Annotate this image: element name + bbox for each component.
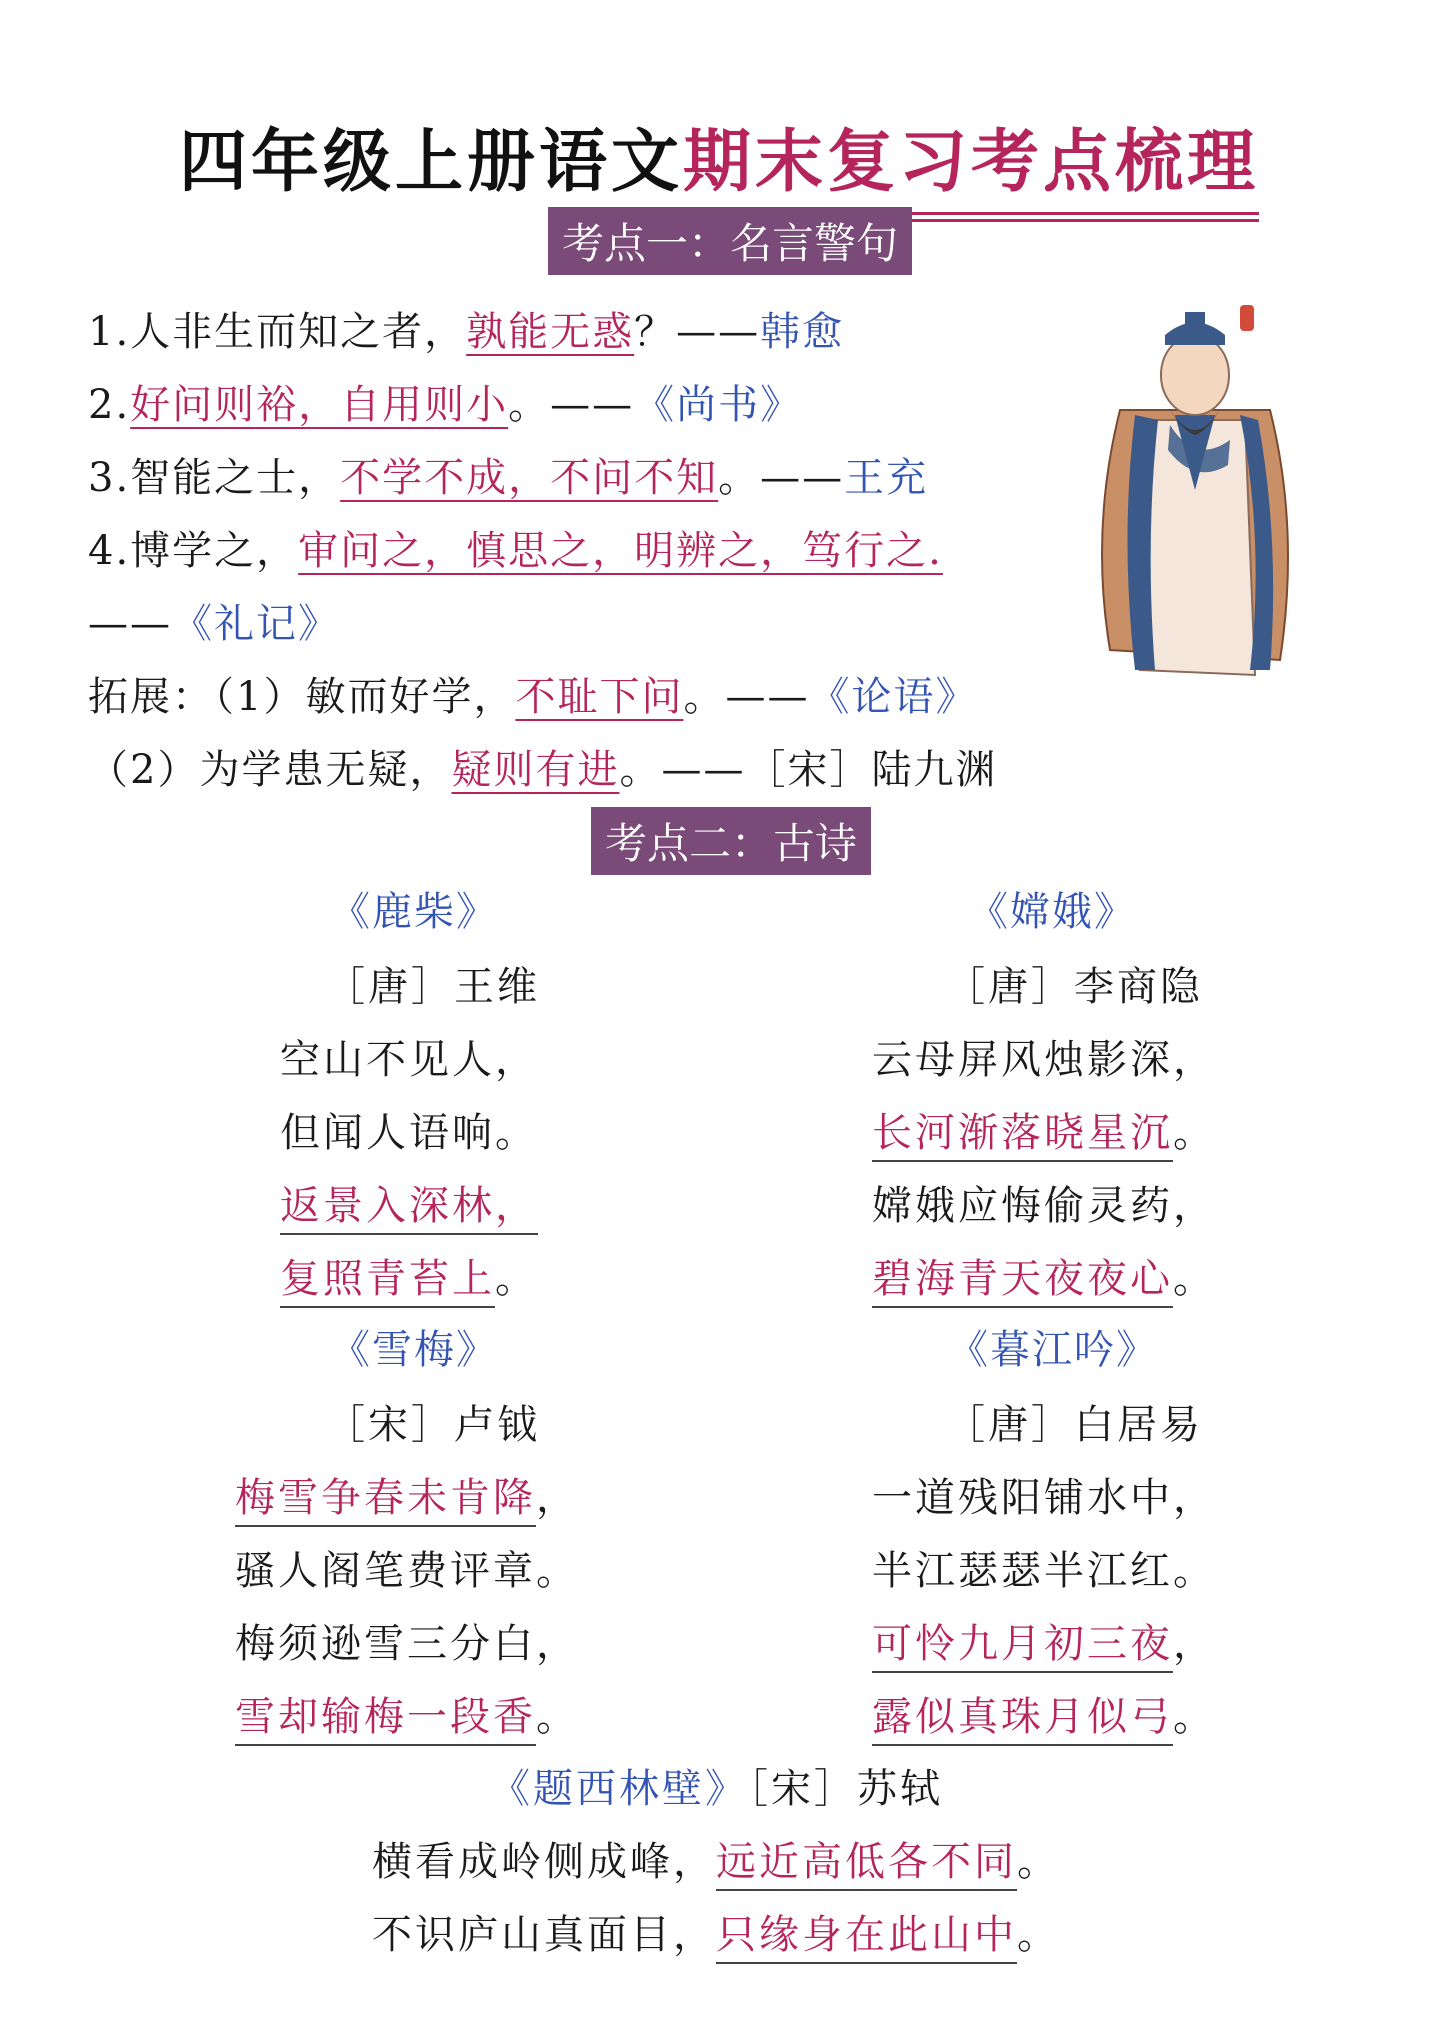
- quote-answer: 审问之，慎思之，明辨之，笃行之.: [298, 528, 943, 574]
- poem-answer: 长河渐落晓星沉: [872, 1101, 1173, 1162]
- poem-line: 不识庐山真面目，: [372, 1912, 716, 1958]
- poem-line: 横看成岭侧成峰，: [372, 1839, 716, 1885]
- poem-author: ［唐］白居易: [945, 1402, 1203, 1448]
- quote-3: [88, 446, 928, 503]
- poem-line-answer: [280, 1247, 538, 1308]
- page-title: [0, 108, 1438, 205]
- poem-answer: 梅雪争春未肯降: [235, 1466, 536, 1527]
- punct: 。: [536, 1694, 579, 1740]
- poem-author: ［宋］卢钺: [325, 1402, 540, 1448]
- punct: 。: [1017, 1839, 1060, 1885]
- section2-badge: 考点二：古诗: [591, 807, 871, 875]
- punct: ，: [1173, 1621, 1216, 1667]
- quote-text: 3.智能之士，: [88, 455, 341, 501]
- title-highlight: 期末复习考点梳理: [683, 108, 1259, 205]
- poem-title: 《嫦娥》: [968, 889, 1136, 935]
- poem-line: 骚人阁笔费评章。: [235, 1548, 579, 1594]
- quote-source: 《论语》: [809, 674, 978, 720]
- quote-dash: 。——: [683, 674, 810, 720]
- quote-source: 韩愈: [760, 309, 845, 355]
- poem-line: 半江瑟瑟半江红。: [872, 1548, 1216, 1594]
- quote-2: [88, 373, 802, 430]
- quote-text: 4.博学之，: [88, 528, 299, 574]
- poem5-heading: [490, 1757, 943, 1814]
- quote-4-source: [88, 592, 340, 649]
- poem5-line-2: [372, 1903, 1060, 1964]
- scholar-illustration: [1080, 290, 1310, 690]
- poem-line-answer: [872, 1612, 1216, 1673]
- poem-line-answer: [235, 1466, 579, 1527]
- quote-answer: 好问则裕，自用则小: [130, 382, 509, 428]
- extension-1: [88, 665, 977, 722]
- poem-answer: 远近高低各不同: [716, 1830, 1017, 1891]
- poem-line: 但闻人语响。: [280, 1110, 538, 1156]
- quote-4: [88, 519, 943, 576]
- punct: 。: [1173, 1256, 1216, 1302]
- poem-answer: 只缘身在此山中: [716, 1903, 1017, 1964]
- poem-line-answer: [872, 1685, 1216, 1746]
- poem-line: 嫦娥应悔偷灵药，: [872, 1183, 1216, 1229]
- quote-source: 《尚书》: [634, 382, 803, 428]
- punct: 。: [1173, 1110, 1216, 1156]
- quote-dash: 。——: [508, 382, 635, 428]
- punct: 。: [1017, 1912, 1060, 1958]
- poem-answer: 返景入深林，: [280, 1174, 538, 1235]
- quote-text: 2.: [88, 382, 131, 428]
- quote-1: [88, 300, 844, 357]
- quote-answer: 孰能无惑: [466, 309, 635, 355]
- punct: 。: [1173, 1694, 1216, 1740]
- poem-line-answer: [280, 1174, 538, 1235]
- poem-answer: 可怜九月初三夜: [872, 1612, 1173, 1673]
- title-main: 四年级上册语文: [178, 122, 683, 202]
- quote-text: （2）为学患无疑，: [88, 747, 452, 793]
- poem-line-answer: [872, 1101, 1216, 1162]
- punct: 。: [495, 1256, 538, 1302]
- poem5-line-1: [372, 1830, 1060, 1891]
- poem-title: 《暮江吟》: [948, 1327, 1158, 1373]
- section1-badge: 考点一：名言警句: [548, 207, 912, 275]
- poem-author: ［宋］苏轼: [748, 1766, 943, 1812]
- quote-answer: 不学不成，不问不知: [340, 455, 719, 501]
- poem-author: ［唐］李商隐: [945, 964, 1203, 1010]
- quote-dash: 。——: [718, 455, 845, 501]
- poem-line-answer: [872, 1247, 1216, 1308]
- poem-title: 《雪梅》: [330, 1327, 498, 1373]
- poem-line-answer: [235, 1685, 579, 1746]
- quote-source: 《礼记》: [172, 601, 340, 647]
- quote-text: 拓展：（1）敏而好学，: [88, 674, 516, 720]
- extension-2: [88, 738, 997, 795]
- quote-source: 王充: [844, 455, 929, 501]
- poem-line: 梅须逊雪三分白，: [235, 1621, 579, 1667]
- quote-text: 1.人非生而知之者，: [88, 309, 467, 355]
- poem-answer: 露似真珠月似弓: [872, 1685, 1173, 1746]
- poem-author: ［唐］王维: [325, 964, 540, 1010]
- poem-answer: 碧海青天夜夜心: [872, 1247, 1173, 1308]
- poem-answer: 复照青苔上: [280, 1247, 495, 1308]
- quote-answer: 疑则有进: [451, 747, 620, 793]
- poem-title: 《题西林壁》: [490, 1766, 748, 1812]
- punct: ，: [536, 1475, 579, 1521]
- poem-line: 一道残阳铺水中，: [872, 1475, 1216, 1521]
- quote-answer: 不耻下问: [515, 674, 684, 720]
- poem-line: 云母屏风烛影深，: [872, 1037, 1216, 1083]
- quote-dash: ——: [88, 601, 172, 647]
- quote-dash: ？——: [634, 309, 761, 355]
- poem-title: 《鹿柴》: [330, 889, 498, 935]
- poem-answer: 雪却输梅一段香: [235, 1685, 536, 1746]
- quote-source: 。——［宋］陆九渊: [619, 747, 998, 793]
- poem-line: 空山不见人，: [280, 1037, 538, 1083]
